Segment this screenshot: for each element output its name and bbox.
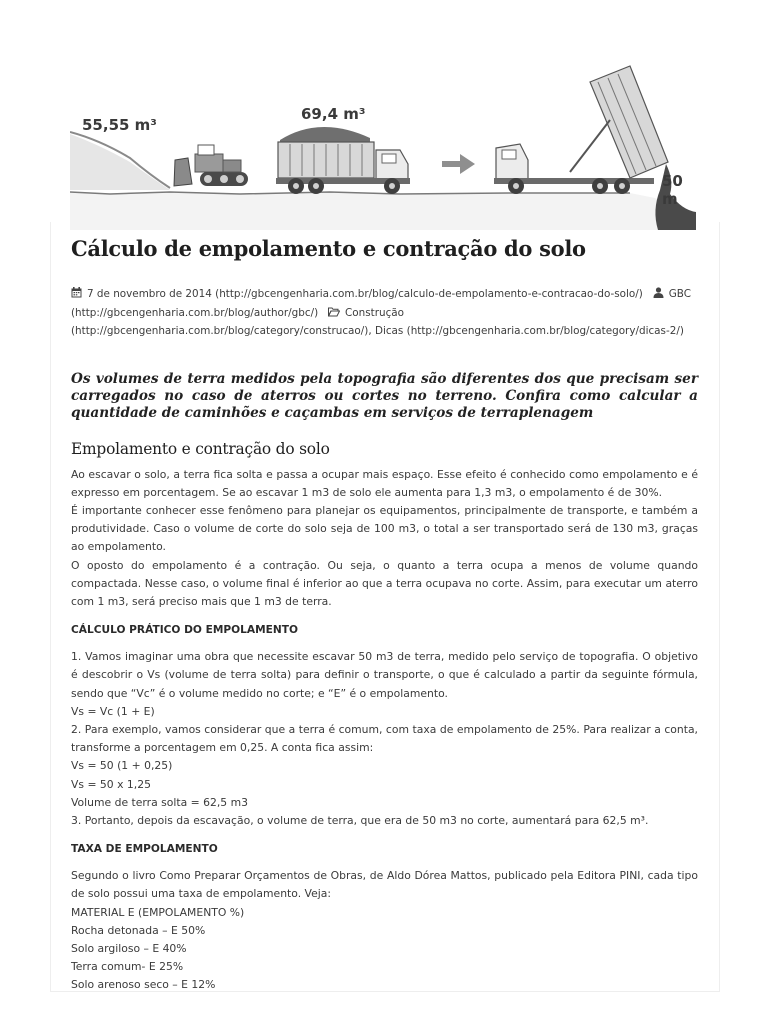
paragraph: Ao escavar o solo, a terra fica solta e passa a ocupar mais espaço. Esse efeito é conhecido como empolamento e é expresso em porcentagem. Se ao escavar 1 m3 de solo ele aumenta para 1,3 m3, o empolamento é de 30%. xyxy=(71,467,698,499)
paragraph: Segundo o livro Como Preparar Orçamentos de Obras, de Aldo Dórea Mattos, publicado pela Editora PINI, cada tipo de solo possui uma taxa de empolamento. Veja: xyxy=(71,869,698,901)
list-item: MATERIAL E (EMPOLAMENTO %) xyxy=(71,905,245,919)
list-item: Solo arenoso seco – E 12% xyxy=(71,978,216,992)
formula-line: Vs = Vc (1 + E) xyxy=(71,704,155,718)
paragraph: 1. Vamos imaginar uma obra que necessite escavar 50 m3 de terra, medido pelo serviço de topografia. O objetivo é descobrir o Vs (volume de terra solta) para definir o transporte, o que é calculado a partir da seguinte fórmula, sendo que “Vc” é o volume medido no corte; e “E” é o empolamento. xyxy=(71,650,698,700)
volume-label-right: 50 m xyxy=(662,172,683,208)
folder-icon xyxy=(328,306,340,324)
calendar-icon xyxy=(71,287,82,305)
post-date-link[interactable]: 7 de novembro de 2014 (http://gbcengenharia.com.br/blog/calculo-de-empolamento-e-contracao-do-solo/) xyxy=(87,288,643,300)
volume-label-middle: 69,4 m³ xyxy=(301,105,366,123)
formula-line: Volume de terra solta = 62,5 m3 xyxy=(71,795,248,809)
list-item: Solo argiloso – E 40% xyxy=(71,941,187,955)
list-item: Terra comum- E 25% xyxy=(71,960,184,974)
post-body xyxy=(71,466,698,995)
earthwork-illustration xyxy=(70,60,696,230)
list-item: Rocha detonada – E 50% xyxy=(71,923,206,937)
volume-label-left: 55,55 m³ xyxy=(82,116,157,134)
user-icon xyxy=(653,287,664,305)
section-title: Empolamento e contração do solo xyxy=(71,439,330,458)
dump-truck-loaded-icon xyxy=(276,127,410,194)
arrow-right-icon xyxy=(442,154,475,174)
hero-illustration xyxy=(70,60,696,230)
post-lead: Os volumes de terra medidos pela topografia são diferentes dos que precisam ser carregados no caso de aterros ou cortes no terreno. Confira como calcular a quantidade de caminhões e caçambas em serviços de terraplenagem xyxy=(71,370,698,421)
post-title: Cálculo de empolamento e contração do solo xyxy=(71,236,586,261)
post-card xyxy=(50,222,720,992)
paragraph: 2. Para exemplo, vamos considerar que a terra é comum, com taxa de empolamento de 25%. Para realizar a conta, transforme a porcentagem em 0,25. A conta fica assim: xyxy=(71,722,698,755)
post-meta xyxy=(71,286,698,341)
formula-line: Vs = 50 (1 + 0,25) xyxy=(71,759,173,773)
paragraph: 3. Portanto, depois da escavação, o volume de terra, que era de 50 m3 no corte, aumentará para 62,5 m³. xyxy=(71,813,649,827)
calc-heading: CÁLCULO PRÁTICO DO EMPOLAMENTO xyxy=(71,624,298,637)
rate-heading: TAXA DE EMPOLAMENTO xyxy=(71,843,218,856)
formula-line: Vs = 50 x 1,25 xyxy=(71,777,151,791)
post-category2-link[interactable]: Dicas (http://gbcengenharia.com.br/blog/category/dicas-2/) xyxy=(374,325,684,337)
post-content xyxy=(71,232,698,995)
paragraph: É importante conhecer esse fenômeno para planejar os equipamentos, principalmente de transporte, e também a produtividade. Caso o volume de corte do solo seja de 100 m3, o total a ser transportado será de 130 m3, graças ao empolamento. xyxy=(71,503,698,554)
bulldozer-icon xyxy=(174,145,248,186)
post-author-link[interactable]: GBC (http://gbcengenharia.com.br/blog/author/gbc/) xyxy=(71,288,691,319)
paragraph: O oposto do empolamento é a contração. Ou seja, o quanto a terra ocupa a menos de volume quando compactada. Nesse caso, o volume final é inferior ao que a terra ocupava no corte. Assim, para executar um aterro com 1 m3, será preciso mais que 1 m3 de terra. xyxy=(71,558,698,608)
post-category-link[interactable]: Construção (http://gbcengenharia.com.br/blog/category/construcao/), xyxy=(71,306,405,337)
